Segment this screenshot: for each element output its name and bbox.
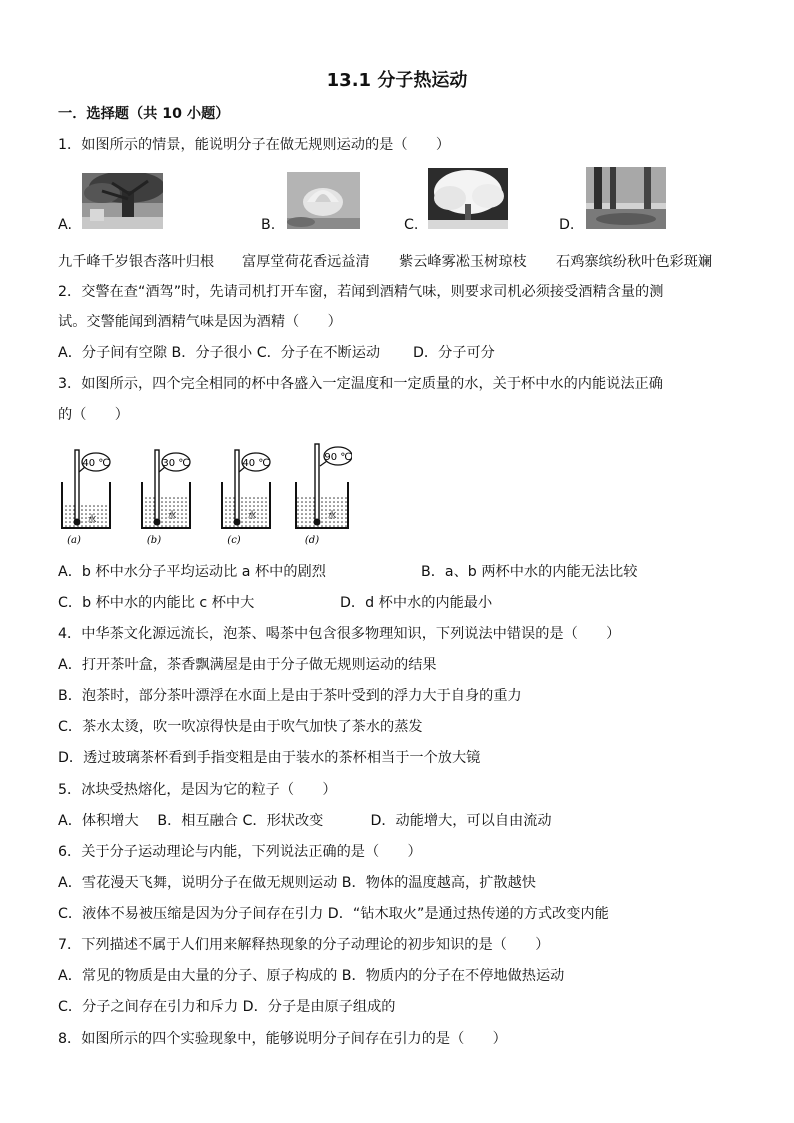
temperature-label-d: 90 ℃ [324,452,352,463]
q1-caption-b: 富厚堂荷花香远益清 [242,254,370,270]
q6-options-line1: A．雪花漫天飞舞，说明分子在做无规则运动 B．物体的温度越高，扩散越快 [58,875,536,891]
q1-option-b-label: B. [261,217,276,233]
water-label-c: 水 [247,511,257,521]
temperature-label-a: 40 ℃ [82,458,110,469]
q1-option-a-label: A. [58,217,72,233]
section-heading: 一．选择题（共 10 小题） [58,106,230,122]
q2-stem-line2: 试。交警能闻到酒精气味是因为酒精（ ） [58,314,342,330]
cup-label-d: (d) [304,535,320,546]
q1-option-c-label: C. [404,217,419,233]
q4-option-d: D．透过玻璃茶杯看到手指变粗是由于装水的茶杯相当于一个放大镜 [58,750,481,766]
water-fill [63,504,109,527]
water-fill [143,496,189,527]
q6-options-line2: C．液体不易被压缩是因为分子间存在引力 D．“钻木取火”是通过热传递的方式改变内能 [58,906,609,922]
q4-option-b: B．泡茶时，部分茶叶漂浮在水面上是由于茶叶受到的浮力大于自身的重力 [58,688,522,704]
water-fill [297,496,347,527]
beakers-figure [52,440,352,550]
q5-stem: 5．冰块受热熔化，是因为它的粒子（ ） [58,782,337,798]
q3-option-c: C．b 杯中水的内能比 c 杯中大 [58,595,255,611]
water-label-a: 水 [87,515,97,525]
q7-options-line1: A．常见的物质是由大量的分子、原子构成的 B．物质内的分子在不停地做热运动 [58,968,565,984]
q1-option-d-label: D. [559,217,575,233]
q8-stem: 8．如图所示的四个实验现象中，能够说明分子间存在引力的是（ ） [58,1031,507,1047]
q5-options: A．体积增大 B．相互融合 C．形状改变 D．动能增大，可以自由流动 [58,813,552,829]
q4-option-a: A．打开茶叶盒，茶香飘满屋是由于分子做无规则运动的结果 [58,657,437,673]
temperature-label-b: 30 ℃ [162,458,190,469]
page-title: 13.1 分子热运动 [326,70,468,91]
q1-caption-d: 石鸡寨缤纷秋叶色彩斑斓 [556,254,713,270]
ginkgo-tree-photo [82,173,163,229]
temperature-label-c: 40 ℃ [242,458,270,469]
thermometer [235,450,239,524]
q1-caption-c: 紫云峰雾凇玉树琼枝 [399,254,527,270]
q3-stem-line2: 的（ ） [58,407,129,423]
cup-label-c: (c) [227,535,241,546]
q1-stem: 1．如图所示的情景，能说明分子在做无规则运动的是（ ） [58,137,451,153]
q2-stem-line1: 2．交警在查“酒驾”时，先请司机打开车窗，若闻到酒精气味，则要求司机必须接受酒精含量的测 [58,284,664,300]
autumn-forest-photo [586,167,666,229]
water-label-d: 水 [327,511,337,521]
q2-options: A．分子间有空隙 B．分子很小 C．分子在不断运动 D．分子可分 [58,345,495,361]
q4-stem: 4．中华茶文化源远流长，泡茶、喝茶中包含很多物理知识，下列说法中错误的是（ ） [58,626,621,642]
q3-stem-line1: 3．如图所示，四个完全相同的杯中各盛入一定温度和一定质量的水，关于杯中水的内能说法正确 [58,376,663,392]
q7-options-line2: C．分子之间存在引力和斥力 D．分子是由原子组成的 [58,999,396,1015]
cup-label-a: (a) [67,535,81,546]
beaker-c [222,450,270,546]
beaker-d [296,444,352,546]
water-fill [223,496,269,527]
q6-stem: 6．关于分子运动理论与内能，下列说法正确的是（ ） [58,844,422,860]
q3-option-d: D．d 杯中水的内能最小 [340,595,493,611]
cup-label-b: (b) [146,535,162,546]
q3-option-b: B．a、b 两杯中水的内能无法比较 [421,564,638,580]
q7-stem: 7．下列描述不属于人们用来解释热现象的分子动理论的初步知识的是（ ） [58,937,550,953]
water-label-b: 水 [167,511,177,521]
thermometer [155,450,159,524]
q3-option-a: A．b 杯中水分子平均运动比 a 杯中的剧烈 [58,564,326,580]
beaker-a [62,450,110,546]
q4-option-c: C．茶水太烫，吹一吹凉得快是由于吹气加快了茶水的蒸发 [58,719,423,735]
beaker-b [142,450,190,546]
thermometer [315,444,319,524]
lotus-flower-photo [287,172,360,229]
q1-caption-a: 九千峰千岁银杏落叶归根 [58,254,215,270]
thermometer [75,450,79,524]
rime-frost-tree-photo [428,168,508,229]
